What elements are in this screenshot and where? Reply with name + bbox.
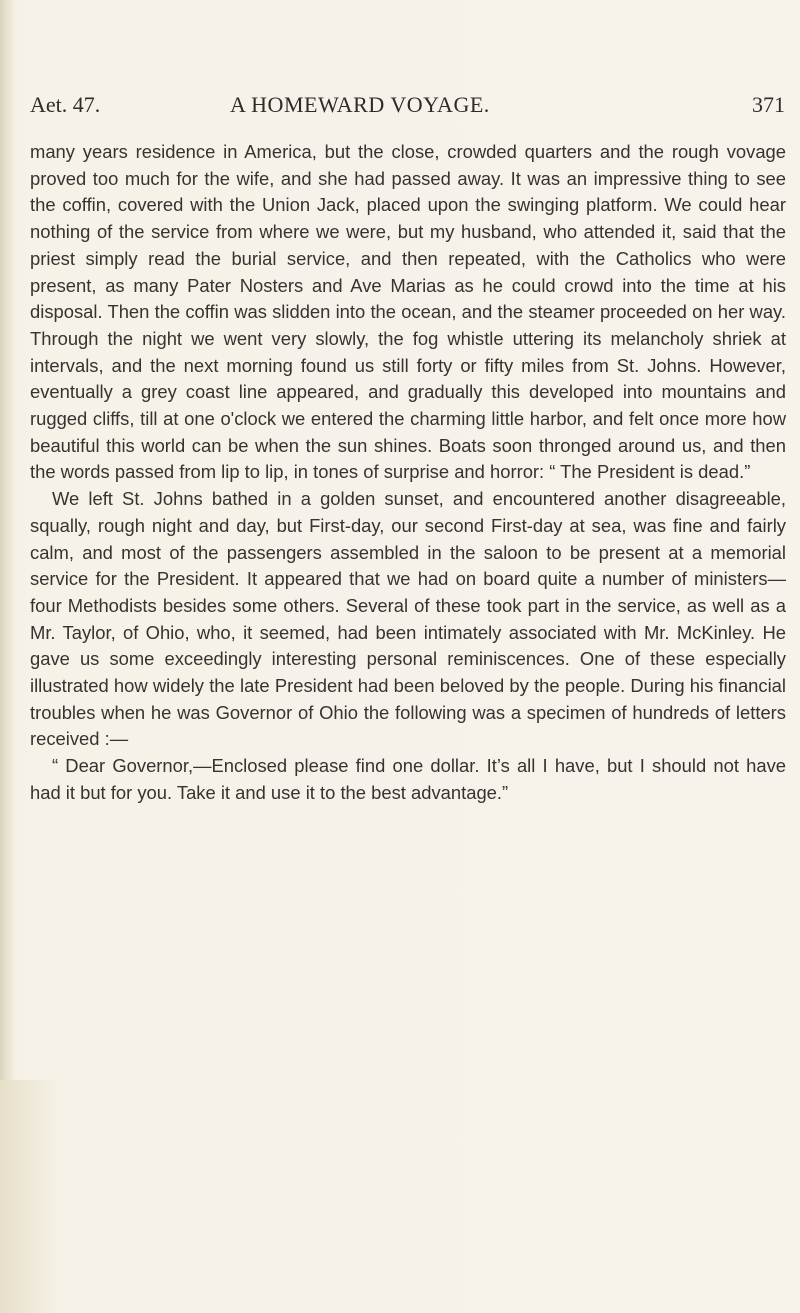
page-edge-shading xyxy=(0,1080,60,1313)
paragraph-1: many years residence in America, but the close, crowded quarters and the rough vovage proved too much for the wife, and she had passed away. It was an impressive thing to see the coffin, covered with the Union Jack, placed upon the swinging platform. We could hear nothing of the service from where we were, but my husband, who attended it, said that the priest simply read the burial service, and then repeated, with the Catholics who were present, as many Pater Nosters and Ave Marias as he could crowd into the time at his disposal. Then the coffin was slidden into the ocean, and the steamer proceeded on her way. Through the night we went very slowly, the fog whistle uttering its melancholy shriek at intervals, and the next morning found us still forty or fifty miles from St. Johns. However, eventually a grey coast line appeared, and gradually this developed into mountains and rugged cliffs, till at one o'clock we entered the charming little harbor, and felt once more how beautiful this world can be when the sun shines. Boats soon thronged around us, and then the words passed from lip to lip, in tones of surprise and horror: “ The President is dead.” xyxy=(30,141,786,483)
paragraph-2: We left St. Johns bathed in a golden sunset, and encountered another disagreeable, squally, rough night and day, but First-day, our second First-day at sea, was fine and fairly calm, and most of the passengers assembled in the saloon to be present at a memorial service for the President. It appeared that we had on board quite a number of ministers—four Methodists besides some others. Several of these took part in the service, as well as a Mr. Taylor, of Ohio, who, it seemed, had been intimately associated with Mr. McKinley. He gave us some exceedingly interesting personal reminiscences. One of these especially illustrated how widely the late President had been beloved by the people. During his financial troubles when he was Governor of Ohio the following was a specimen of hundreds of letters received :— xyxy=(30,488,786,750)
running-head-age: Aet. 47. xyxy=(30,92,101,117)
body-text xyxy=(30,139,786,807)
running-head xyxy=(30,92,785,122)
paragraph-3-letter-quote: “ Dear Governor,—Enclosed please find one dollar. It’s all I have, but I should not have had it but for you. Take it and use it to the best advantage.” xyxy=(30,755,786,803)
page-number: 371 xyxy=(752,92,785,117)
running-head-title: A HOMEWARD VOYAGE. xyxy=(230,92,490,117)
